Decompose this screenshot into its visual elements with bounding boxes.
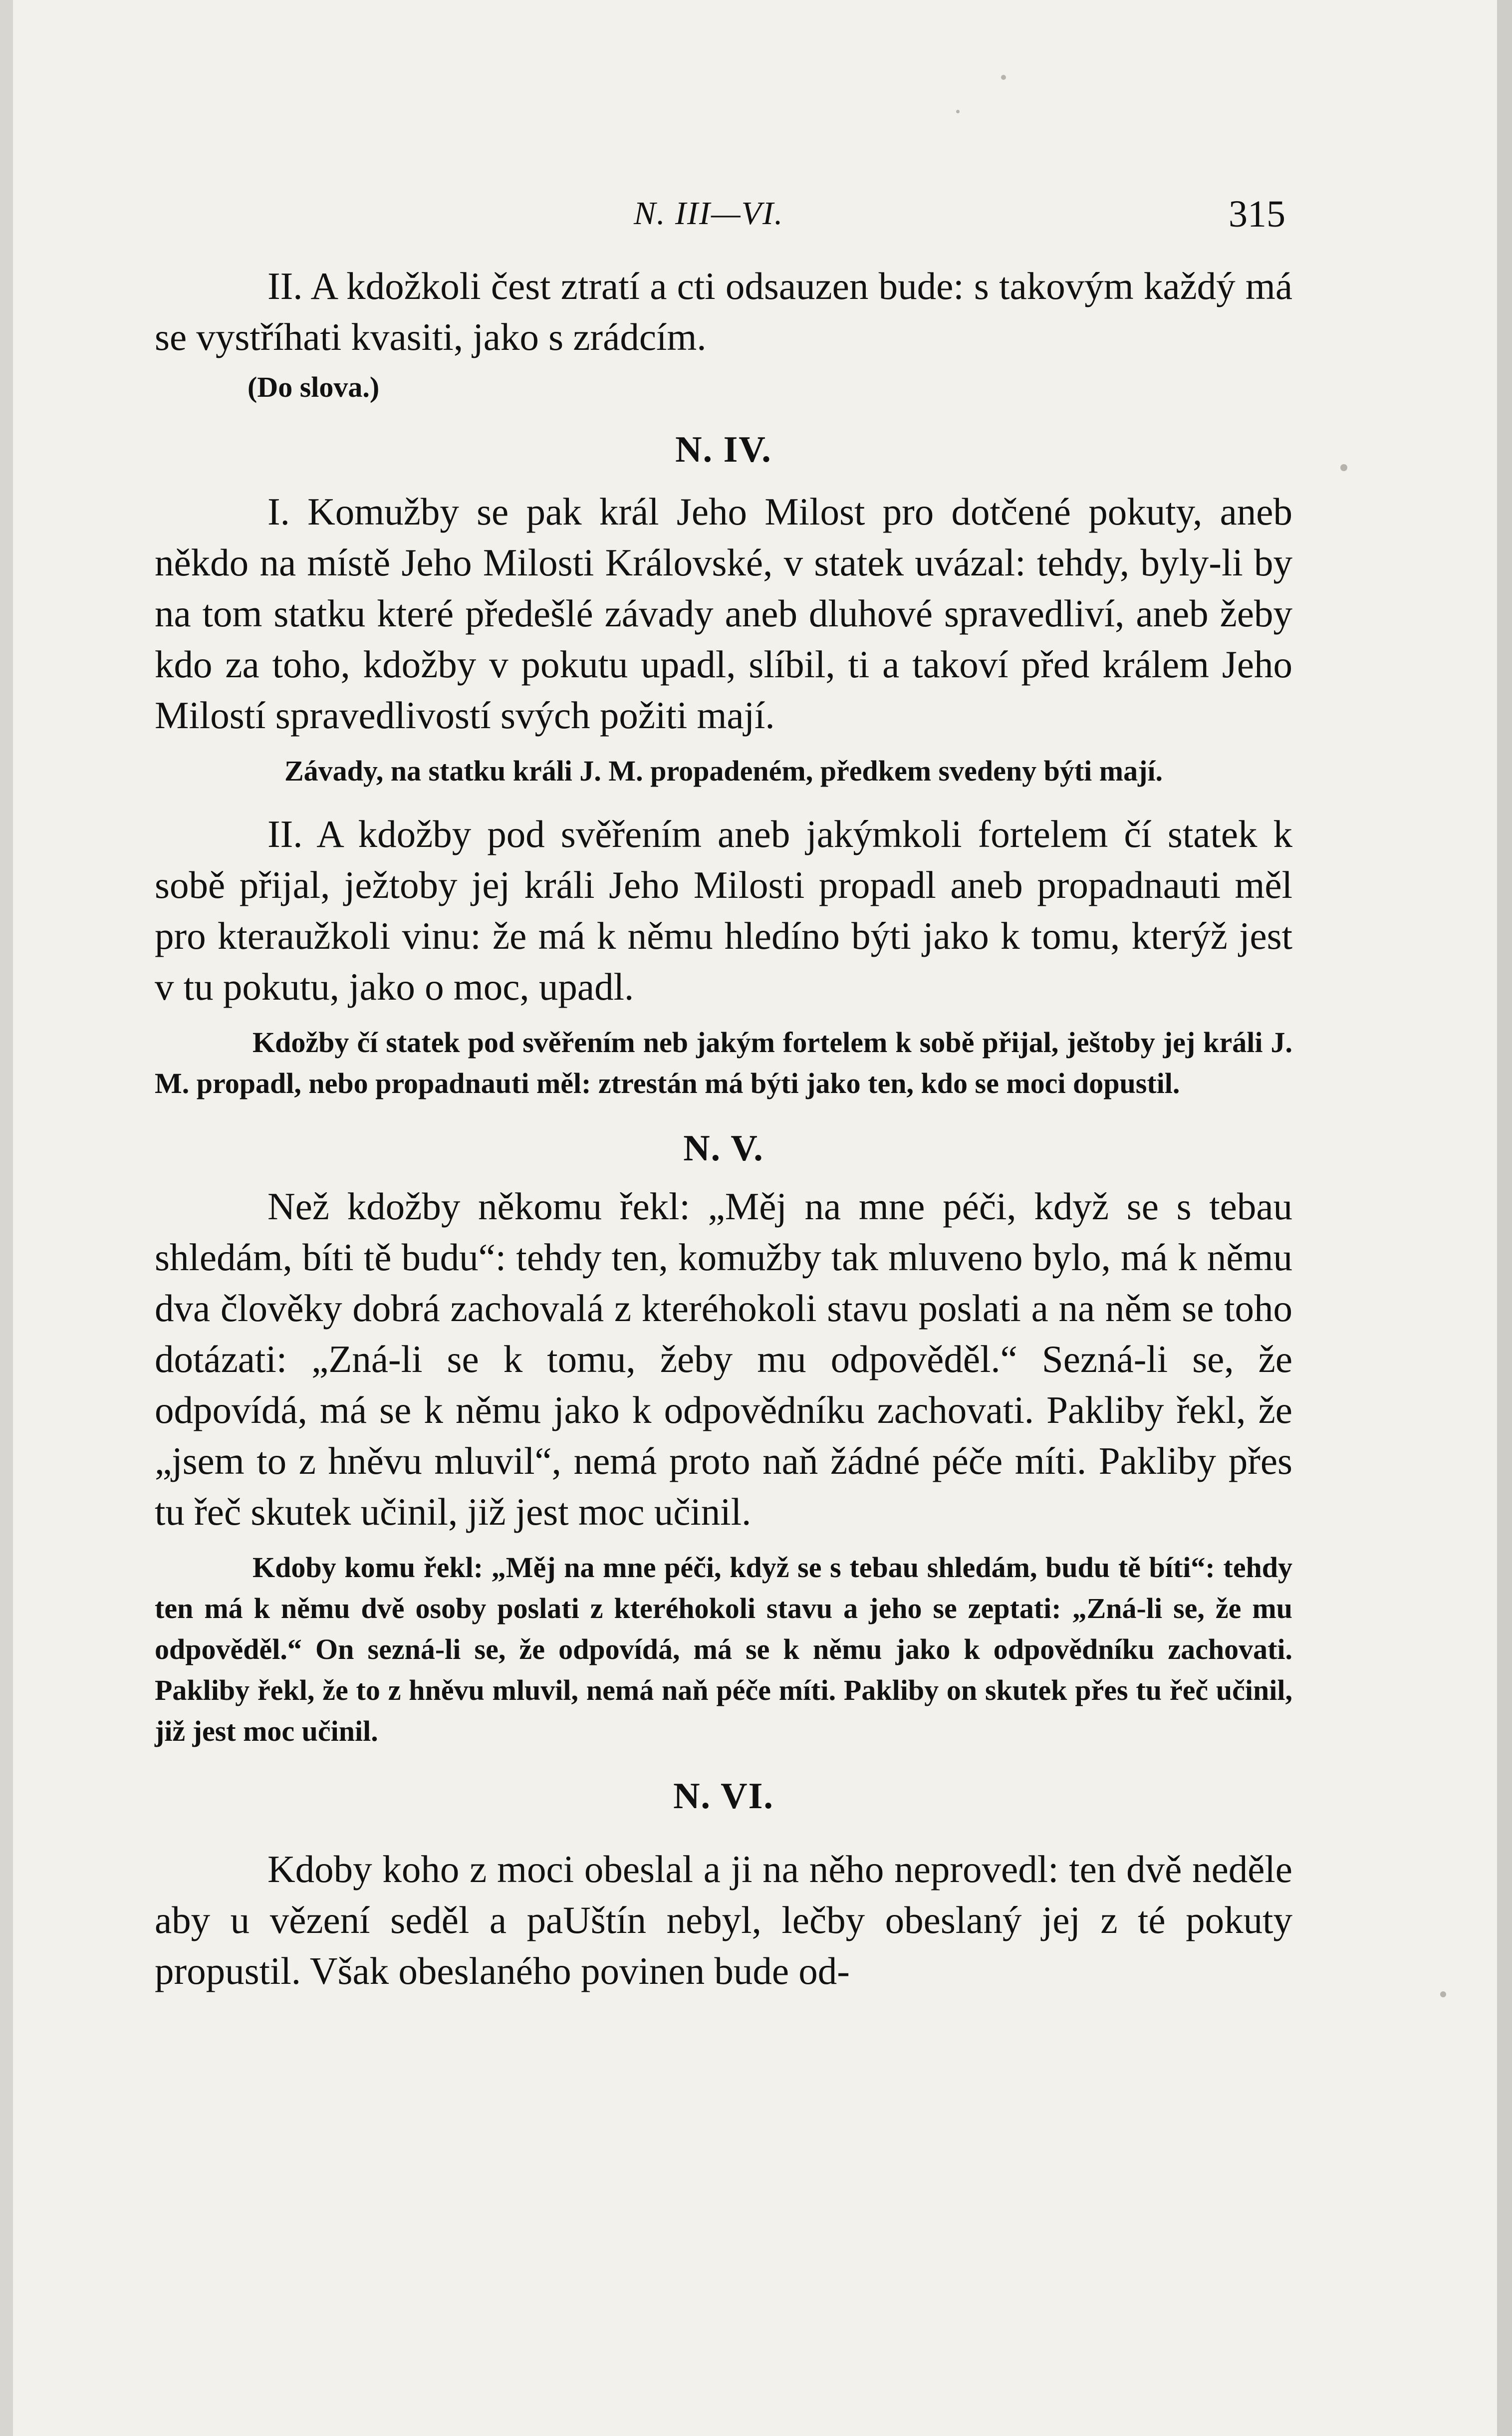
paragraph-iv-i: I. Komužby se pak král Jeho Milost pro dotčené pokuty, aneb někdo na místě Jeho Milosti Královské, v statek uvázal: tehdy, byly-li by na tom statku které předešlé závady aneb dluhové spravedliví, aneb žeby kdo za toho, kdožby v pokutu upadl, slíbil, ti a takoví před králem Jeho Milostí spravedlivostí svých požiti mají. xyxy=(155,490,1292,737)
paragraph-vi: Kdoby koho z moci obeslal a ji na něho neprovedl: ten dvě neděle aby u vězení seděl a paUštín nebyl, lečby obeslaný jej z té pokuty propustil. Však obeslaného povinen bude od- xyxy=(155,1848,1292,1992)
running-header xyxy=(155,190,1292,245)
summary-note-v: Kdoby komu řekl: „Měj na mne péči, když se s tebau shledám, budu tě bíti“: tehdy ten má k němu dvě osoby poslati z kteréhokoli stavu a jeho se zeptati: „Zná-li se, že mu odpověděl.“ On sezná-li se, že odpovídá, má se k němu jako k odpovědníku zachovati. Pakliby řekl, že to z hněvu mluvil, nemá naň péče míti. Pakliby on skutek přes tu řeč učinil, již jest moc učinil. xyxy=(155,1551,1292,1747)
paragraph-iv-ii: II. A kdožby pod svěřením aneb jakýmkoli fortelem čí statek k sobě přijal, ježtoby jej králi Jeho Milosti propadl aneb propadnauti měl pro kteraužkoli vinu: že má k němu hledíno býti jako k tomu, kterýž jest v tu pokutu, jako o moc, upadl. xyxy=(155,812,1292,1008)
summary-note-iv-i: Závady, na statku králi J. M. propadeném, předkem svedeny býti mají. xyxy=(284,755,1163,787)
paper-speck xyxy=(1440,1991,1446,1997)
section-heading-vi: N. VI. xyxy=(673,1776,774,1817)
paper-speck xyxy=(1340,464,1347,471)
summary-note-iv-ii: Kdožby čí statek pod svěřením neb jakým fortelem k sobě přijal, ještoby jej králi J. M. propadl, nebo propadnauti měl: ztrestán má býti jako ten, kdo se moci dopustil. xyxy=(155,1026,1292,1099)
paper-speck xyxy=(1001,75,1006,80)
paper-speck xyxy=(956,110,960,113)
paragraph-iii-ii: II. A kdožkoli čest ztratí a cti odsauzen bude: s takovým každý má se vystříhati kvasiti, jako s zrádcím. xyxy=(155,265,1292,358)
section-heading-iv: N. IV. xyxy=(675,429,772,470)
page-number: 315 xyxy=(1229,193,1285,235)
page-content xyxy=(155,190,1292,1996)
section-heading-v: N. V. xyxy=(683,1128,764,1169)
do-slova-note: (Do slova.) xyxy=(248,371,380,403)
paragraph-v: Než kdožby někomu řekl: „Měj na mne péči, když se s tebau shledám, bíti tě budu“: tehdy ten, komužby tak mluveno bylo, má k němu dva člověky dobrá zachovalá z kteréhokoli stavu poslati a na něm se toho dotázati: „Zná-li se k tomu, žeby mu odpověděl.“ Sezná-li se, že odpovídá, má se k němu jako k odpovědníku zachovati. Pakliby řekl, že „jsem to z hněvu mluvil“, nemá proto naň žádné péče míti. Pakliby přes tu řeč skutek učinil, již jest moc učinil. xyxy=(155,1185,1292,1533)
running-title: N. III—VI. xyxy=(634,195,784,232)
